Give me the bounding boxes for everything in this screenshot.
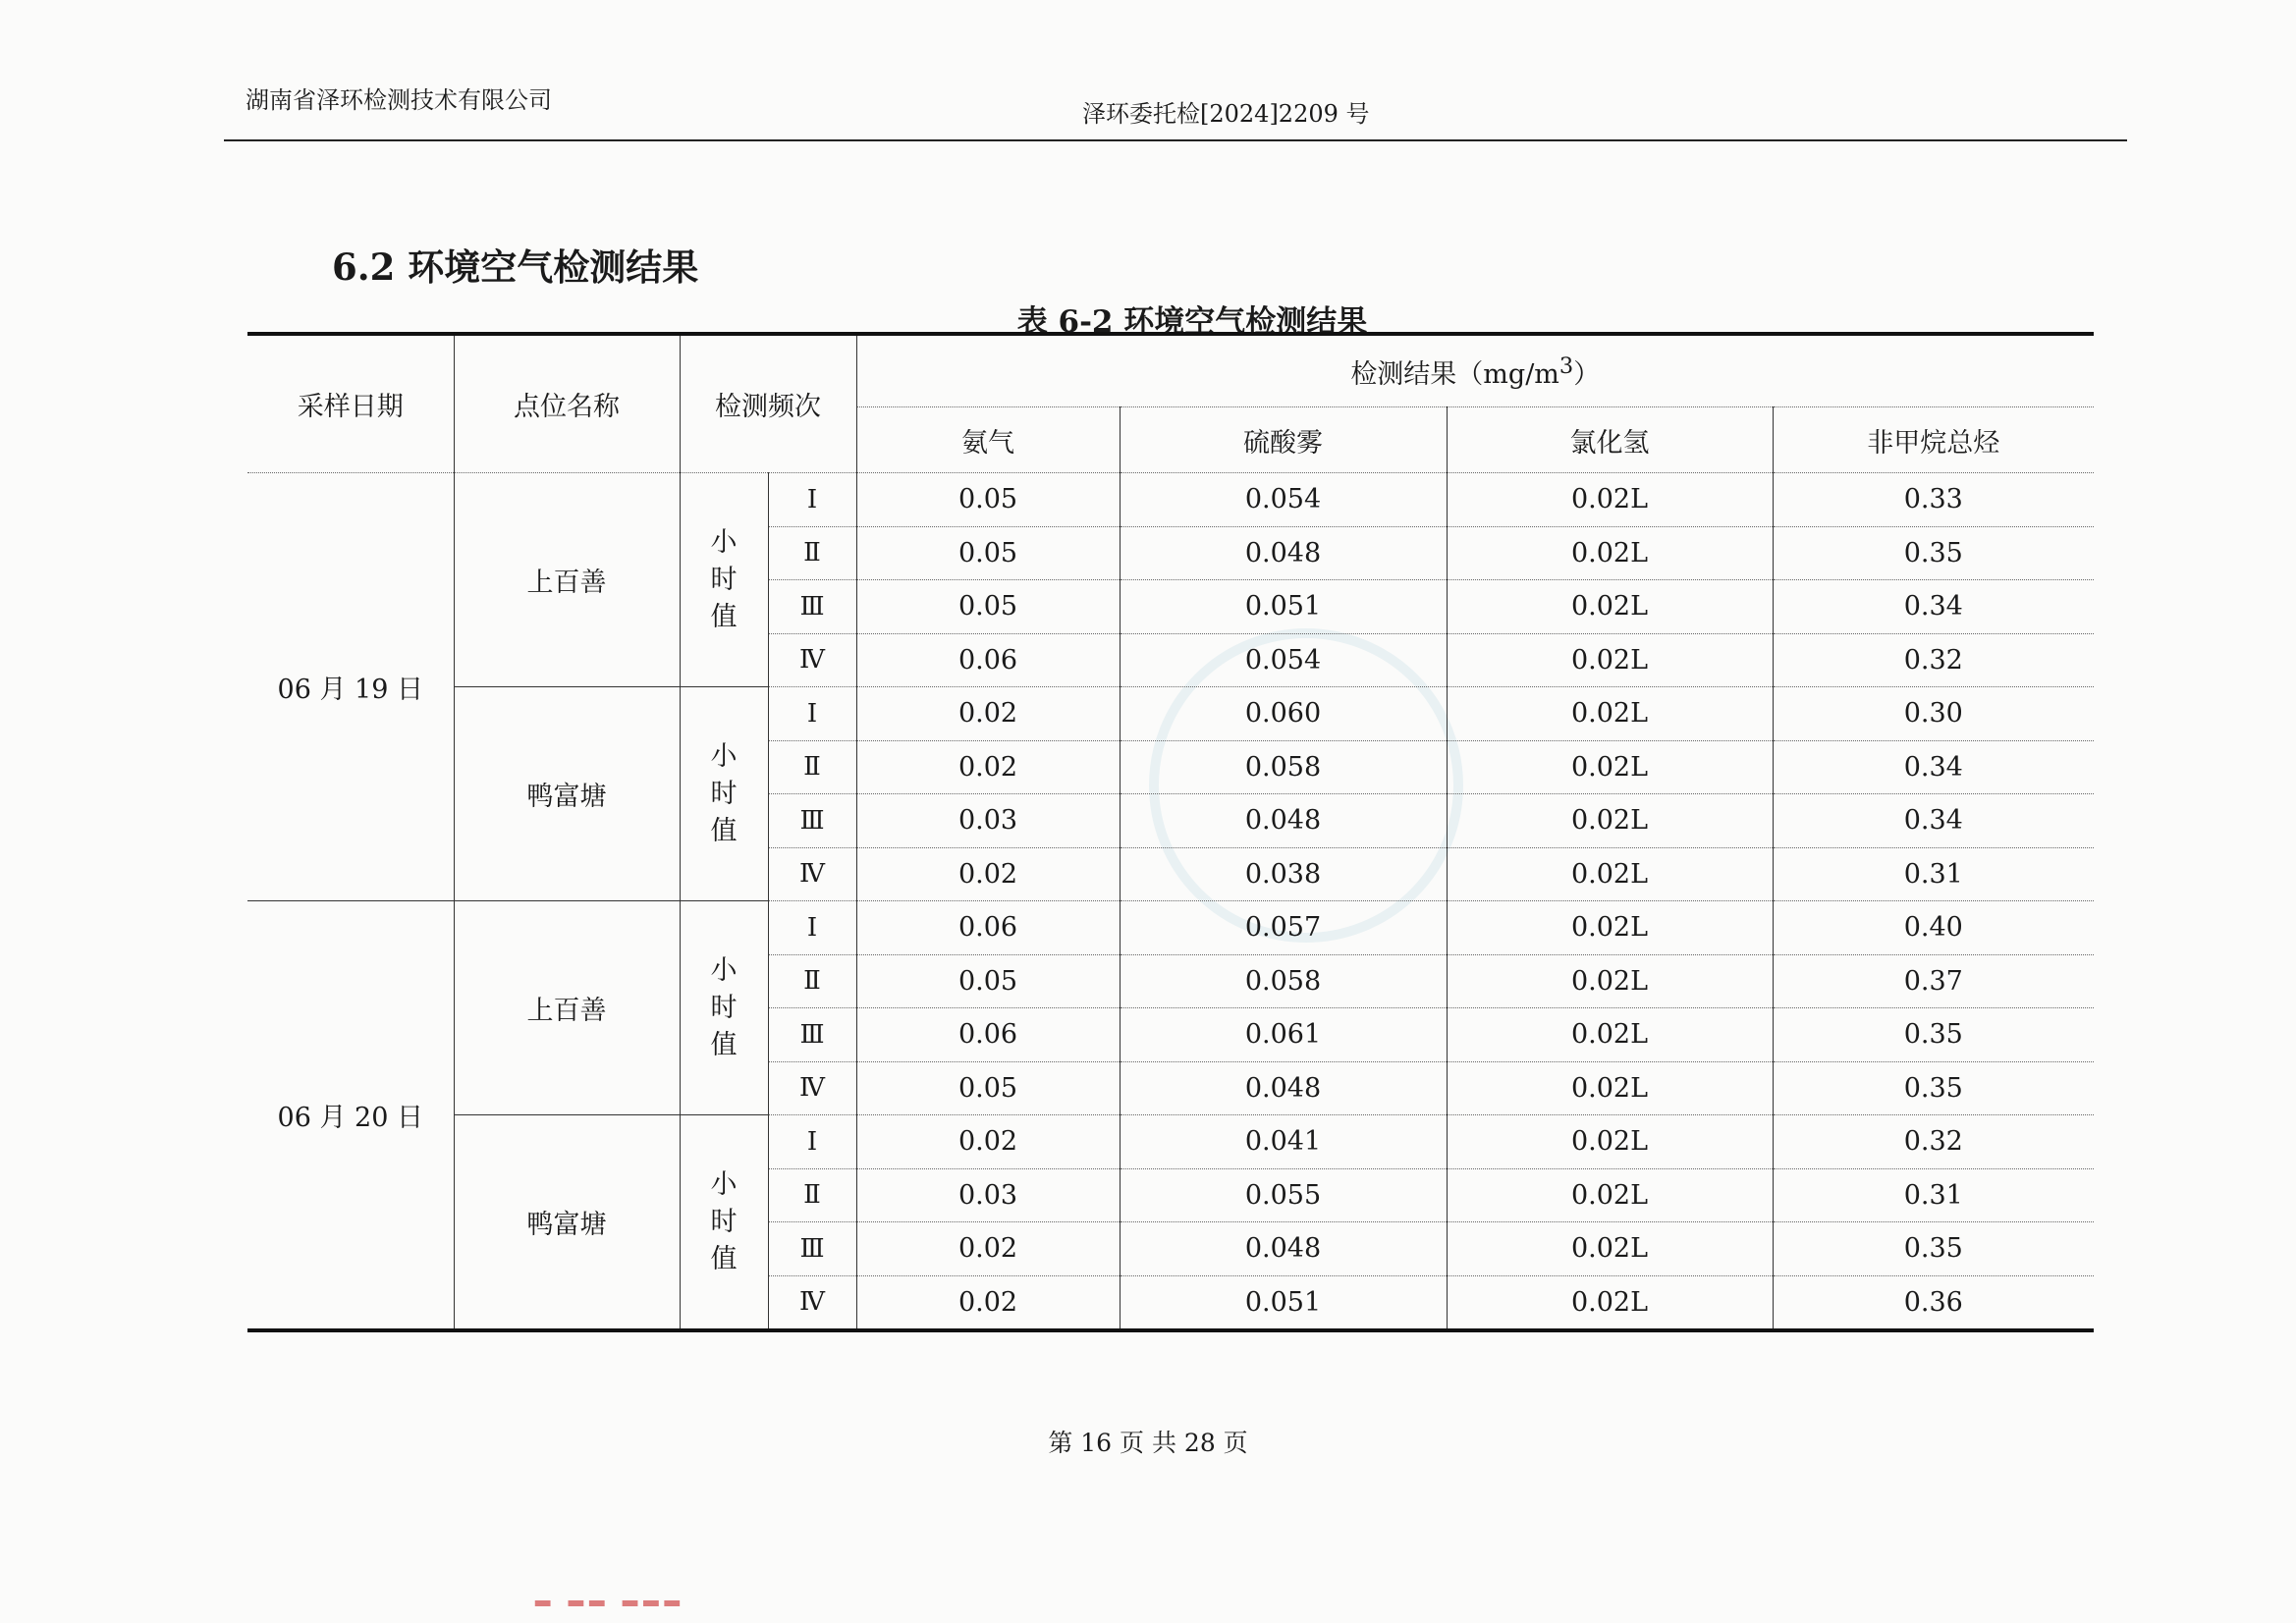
frequency-char: 值 [710, 815, 738, 846]
nmhc-value: 0.30 [1773, 687, 2094, 741]
ammonia-value: 0.02 [856, 740, 1120, 794]
sulfuric-acid-mist-value: 0.060 [1120, 687, 1447, 741]
sulfuric-acid-mist-value: 0.048 [1120, 1061, 1447, 1115]
frequency-char: 时 [710, 1206, 738, 1237]
nmhc-value: 0.32 [1773, 633, 2094, 687]
nmhc-value: 0.35 [1773, 526, 2094, 580]
nmhc-value: 0.37 [1773, 954, 2094, 1008]
hydrogen-chloride-value: 0.02L [1447, 1168, 1773, 1222]
hydrogen-chloride-value: 0.02L [1447, 580, 1773, 634]
table-row [247, 473, 2094, 527]
sulfuric-acid-mist-value: 0.048 [1120, 526, 1447, 580]
nmhc-value: 0.32 [1773, 1115, 2094, 1169]
frequency-char: 值 [710, 1243, 738, 1274]
sulfuric-acid-mist-value: 0.054 [1120, 633, 1447, 687]
table-row [247, 901, 2094, 955]
header-sampling-date: 采样日期 [247, 334, 454, 473]
sampling-date: 06 月 19 日 [247, 473, 454, 901]
report-number: 泽环委托检[2024]2209 号 [1082, 100, 1370, 128]
ammonia-value: 0.02 [856, 1115, 1120, 1169]
site-name: 上百善 [454, 473, 680, 687]
round-number: Ⅰ [768, 687, 856, 741]
sulfuric-acid-mist-value: 0.041 [1120, 1115, 1447, 1169]
round-number: Ⅱ [768, 526, 856, 580]
round-number: Ⅰ [768, 473, 856, 527]
hydrogen-chloride-value: 0.02L [1447, 1008, 1773, 1062]
ammonia-value: 0.05 [856, 954, 1120, 1008]
round-number: Ⅳ [768, 633, 856, 687]
round-number: Ⅳ [768, 847, 856, 901]
frequency-char: 值 [710, 1029, 738, 1060]
nmhc-value: 0.34 [1773, 580, 2094, 634]
round-number: Ⅱ [768, 954, 856, 1008]
ammonia-value: 0.02 [856, 1275, 1120, 1330]
hydrogen-chloride-value: 0.02L [1447, 1275, 1773, 1330]
ammonia-value: 0.06 [856, 1008, 1120, 1062]
hydrogen-chloride-value: 0.02L [1447, 1222, 1773, 1276]
sulfuric-acid-mist-value: 0.048 [1120, 794, 1447, 848]
sulfuric-acid-mist-value: 0.051 [1120, 580, 1447, 634]
page-number: 第 16 页 共 28 页 [1048, 1429, 1248, 1457]
header-ammonia: 氨气 [856, 407, 1120, 473]
sampling-date: 06 月 20 日 [247, 901, 454, 1331]
round-number: Ⅱ [768, 740, 856, 794]
company-name: 湖南省泽环检测技术有限公司 [246, 86, 552, 114]
sulfuric-acid-mist-value: 0.055 [1120, 1168, 1447, 1222]
nmhc-value: 0.31 [1773, 847, 2094, 901]
hydrogen-chloride-value: 0.02L [1447, 901, 1773, 955]
hydrogen-chloride-value: 0.02L [1447, 794, 1773, 848]
round-number: Ⅱ [768, 1168, 856, 1222]
results-body [247, 473, 2094, 1331]
round-number: Ⅰ [768, 1115, 856, 1169]
site-name: 上百善 [454, 901, 680, 1115]
round-number: Ⅰ [768, 901, 856, 955]
sulfuric-acid-mist-value: 0.048 [1120, 1222, 1447, 1276]
nmhc-value: 0.34 [1773, 740, 2094, 794]
round-number: Ⅲ [768, 1222, 856, 1276]
site-name: 鸭富塘 [454, 1115, 680, 1331]
hydrogen-chloride-value: 0.02L [1447, 526, 1773, 580]
ammonia-value: 0.05 [856, 1061, 1120, 1115]
frequency-char: 时 [710, 564, 738, 595]
ammonia-value: 0.02 [856, 687, 1120, 741]
nmhc-value: 0.33 [1773, 473, 2094, 527]
frequency-label [680, 901, 768, 1115]
header-site-name: 点位名称 [454, 334, 680, 473]
header-results [856, 334, 2094, 407]
frequency-char: 时 [710, 778, 738, 809]
hydrogen-chloride-value: 0.02L [1447, 1115, 1773, 1169]
results-table [247, 332, 2094, 1332]
ammonia-value: 0.03 [856, 794, 1120, 848]
frequency-char: 小 [710, 954, 738, 986]
nmhc-value: 0.40 [1773, 901, 2094, 955]
sulfuric-acid-mist-value: 0.058 [1120, 740, 1447, 794]
ammonia-value: 0.05 [856, 526, 1120, 580]
header-frequency: 检测频次 [680, 334, 856, 473]
sulfuric-acid-mist-value: 0.061 [1120, 1008, 1447, 1062]
sulfuric-acid-mist-value: 0.038 [1120, 847, 1447, 901]
sulfuric-acid-mist-value: 0.051 [1120, 1275, 1447, 1330]
round-number: Ⅳ [768, 1275, 856, 1330]
round-number: Ⅳ [768, 1061, 856, 1115]
header-divider [224, 139, 2127, 141]
frequency-char: 小 [710, 1168, 738, 1200]
nmhc-value: 0.35 [1773, 1222, 2094, 1276]
sulfuric-acid-mist-value: 0.057 [1120, 901, 1447, 955]
header-hydrogen-chloride: 氯化氢 [1447, 407, 1773, 473]
frequency-char: 值 [710, 601, 738, 632]
nmhc-value: 0.34 [1773, 794, 2094, 848]
nmhc-value: 0.31 [1773, 1168, 2094, 1222]
ammonia-value: 0.06 [856, 633, 1120, 687]
ammonia-value: 0.05 [856, 580, 1120, 634]
header-sulfuric-acid-mist: 硫酸雾 [1120, 407, 1447, 473]
round-number: Ⅲ [768, 794, 856, 848]
hydrogen-chloride-value: 0.02L [1447, 1061, 1773, 1115]
ammonia-value: 0.03 [856, 1168, 1120, 1222]
table-row [247, 1115, 2094, 1169]
hydrogen-chloride-value: 0.02L [1447, 687, 1773, 741]
ammonia-value: 0.05 [856, 473, 1120, 527]
section-title: 6.2 环境空气检测结果 [332, 245, 699, 289]
hydrogen-chloride-value: 0.02L [1447, 740, 1773, 794]
ammonia-value: 0.06 [856, 901, 1120, 955]
header-results-prefix: 检测结果（mg/m [1350, 358, 1559, 390]
frequency-char: 时 [710, 992, 738, 1023]
results-table-wrapper [247, 332, 2094, 1332]
round-number: Ⅲ [768, 580, 856, 634]
frequency-char: 小 [710, 526, 738, 558]
hydrogen-chloride-value: 0.02L [1447, 633, 1773, 687]
ammonia-value: 0.02 [856, 1222, 1120, 1276]
red-stamp-fragment: ▂ ▂▂ ▂▂▂ [535, 1583, 685, 1606]
frequency-char: 小 [710, 740, 738, 772]
nmhc-value: 0.35 [1773, 1061, 2094, 1115]
header-results-suffix: ） [1573, 358, 1601, 390]
hydrogen-chloride-value: 0.02L [1447, 847, 1773, 901]
header-results-sup: 3 [1558, 352, 1574, 379]
nmhc-value: 0.36 [1773, 1275, 2094, 1330]
hydrogen-chloride-value: 0.02L [1447, 954, 1773, 1008]
frequency-label [680, 687, 768, 901]
ammonia-value: 0.02 [856, 847, 1120, 901]
hydrogen-chloride-value: 0.02L [1447, 473, 1773, 527]
frequency-label [680, 473, 768, 687]
nmhc-value: 0.35 [1773, 1008, 2094, 1062]
round-number: Ⅲ [768, 1008, 856, 1062]
site-name: 鸭富塘 [454, 687, 680, 901]
frequency-label [680, 1115, 768, 1331]
table-caption: 表 6-2 环境空气检测结果 [1016, 304, 1368, 340]
table-row [247, 687, 2094, 741]
sulfuric-acid-mist-value: 0.054 [1120, 473, 1447, 527]
sulfuric-acid-mist-value: 0.058 [1120, 954, 1447, 1008]
header-nmhc: 非甲烷总烃 [1773, 407, 2094, 473]
